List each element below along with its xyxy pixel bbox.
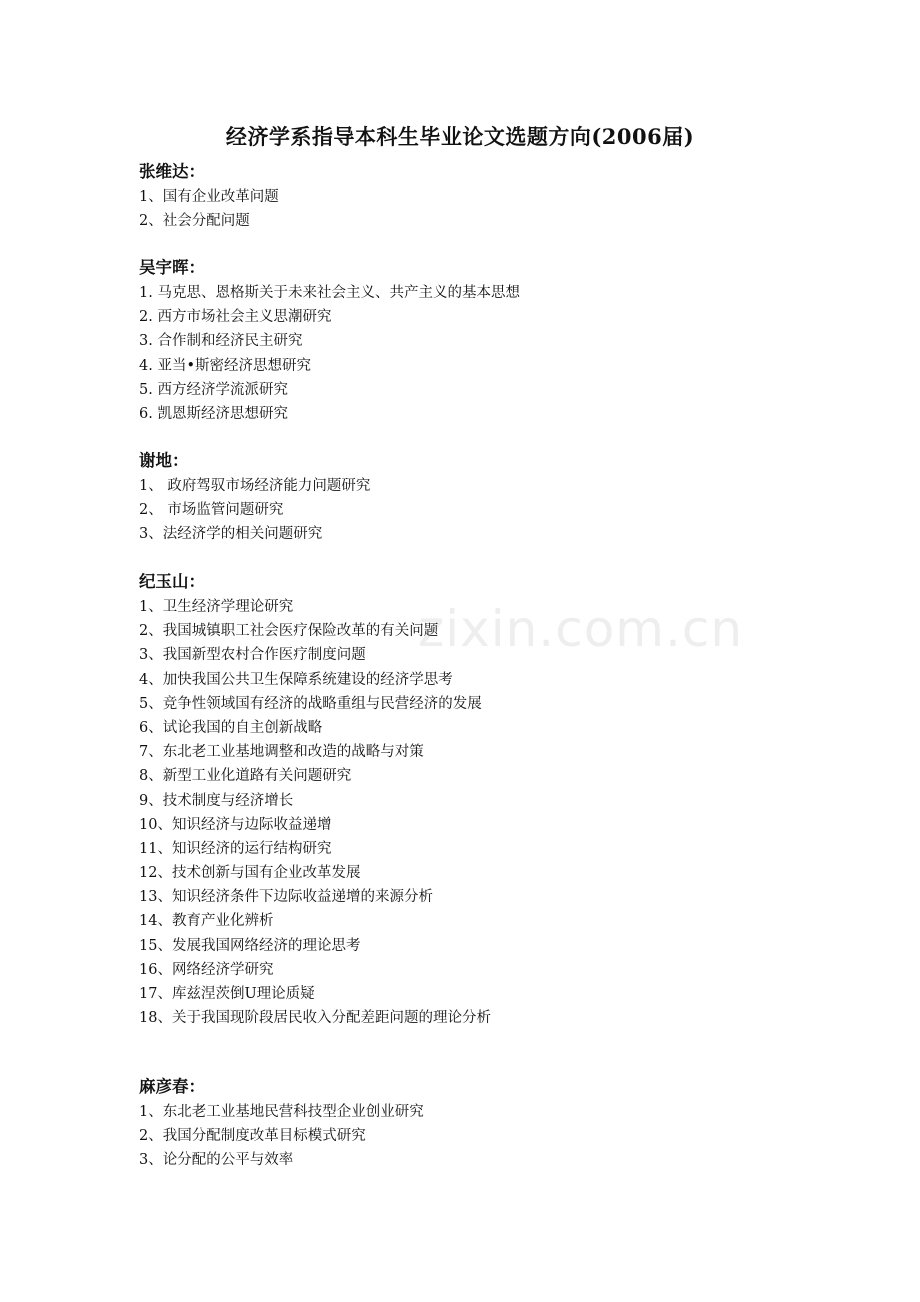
topic-item: 17、库兹涅茨倒U理论质疑: [139, 986, 315, 1002]
advisor-section: [139, 448, 759, 547]
topic-item: 14、教育产业化辨析: [139, 913, 274, 930]
advisor-section: [139, 159, 759, 233]
topic-item: 5、竞争性领域国有经济的战略重组与民营经济的发展: [139, 695, 482, 712]
topic-item: 2、我国分配制度改革目标模式研究: [139, 1128, 366, 1145]
topic-item: 3. 合作制和经济民主研究: [139, 333, 303, 350]
topic-item: 3、我国新型农村合作医疗制度问题: [139, 647, 366, 664]
watermark: zixin.com.cn: [418, 600, 744, 658]
topic-item: 1. 马克思、恩格斯关于未来社会主义、共产主义的基本思想: [139, 285, 520, 301]
topic-item: 3、论分配的公平与效率: [139, 1152, 294, 1169]
topic-item: 6、试论我国的自主创新战略: [139, 719, 323, 736]
topic-item: 2. 西方市场社会主义思潮研究: [139, 309, 332, 326]
topic-item: 11、知识经济的运行结构研究: [139, 840, 332, 857]
advisor-name: 纪玉山：: [139, 572, 205, 591]
advisor-section: [139, 255, 759, 426]
topic-item: 5. 西方经济学流派研究: [139, 381, 288, 398]
advisor-section: [139, 1074, 759, 1173]
advisor-name: 吴宇晖：: [139, 258, 205, 277]
topic-item: 15、发展我国网络经济的理论思考: [139, 937, 361, 954]
advisor-name: 麻彦春：: [139, 1077, 205, 1096]
topic-item: 2、 市场监管问题研究: [139, 502, 284, 519]
topic-item: 12、技术创新与国有企业改革发展: [139, 865, 361, 882]
topic-item: 1、卫生经济学理论研究: [139, 599, 294, 615]
topic-item: 18、关于我国现阶段居民收入分配差距问题的理论分析: [139, 1010, 491, 1027]
topic-item: 1、东北老工业基地民营科技型企业创业研究: [139, 1104, 424, 1120]
topic-item: 1、 政府驾驭市场经济能力问题研究: [139, 478, 371, 494]
topic-item: 4. 亚当•斯密经济思想研究: [139, 357, 311, 374]
topic-item: 6. 凯恩斯经济思想研究: [139, 405, 288, 422]
topic-item: 2、我国城镇职工社会医疗保险改革的有关问题: [139, 623, 439, 640]
topic-item: 9、技术制度与经济增长: [139, 792, 294, 809]
topic-item: 1、国有企业改革问题: [139, 189, 279, 205]
topic-item: 10、知识经济与边际收益递增: [139, 816, 332, 833]
document-title: 经济学系指导本科生毕业论文选题方向(2006届): [225, 124, 695, 149]
topic-item: 13、知识经济条件下边际收益递增的来源分析: [139, 889, 433, 906]
topic-item: 2、社会分配问题: [139, 213, 250, 230]
topic-item: 3、法经济学的相关问题研究: [139, 526, 323, 543]
topic-item: 16、网络经济学研究: [139, 961, 274, 978]
topic-item: 8、新型工业化道路有关问题研究: [139, 768, 352, 785]
advisor-section: [139, 569, 759, 1030]
topic-item: 7、东北老工业基地调整和改造的战略与对策: [139, 744, 424, 761]
topic-item: 4、加快我国公共卫生保障系统建设的经济学思考: [139, 671, 453, 688]
advisor-name: 张维达：: [139, 162, 205, 181]
advisor-name: 谢地：: [139, 451, 189, 470]
